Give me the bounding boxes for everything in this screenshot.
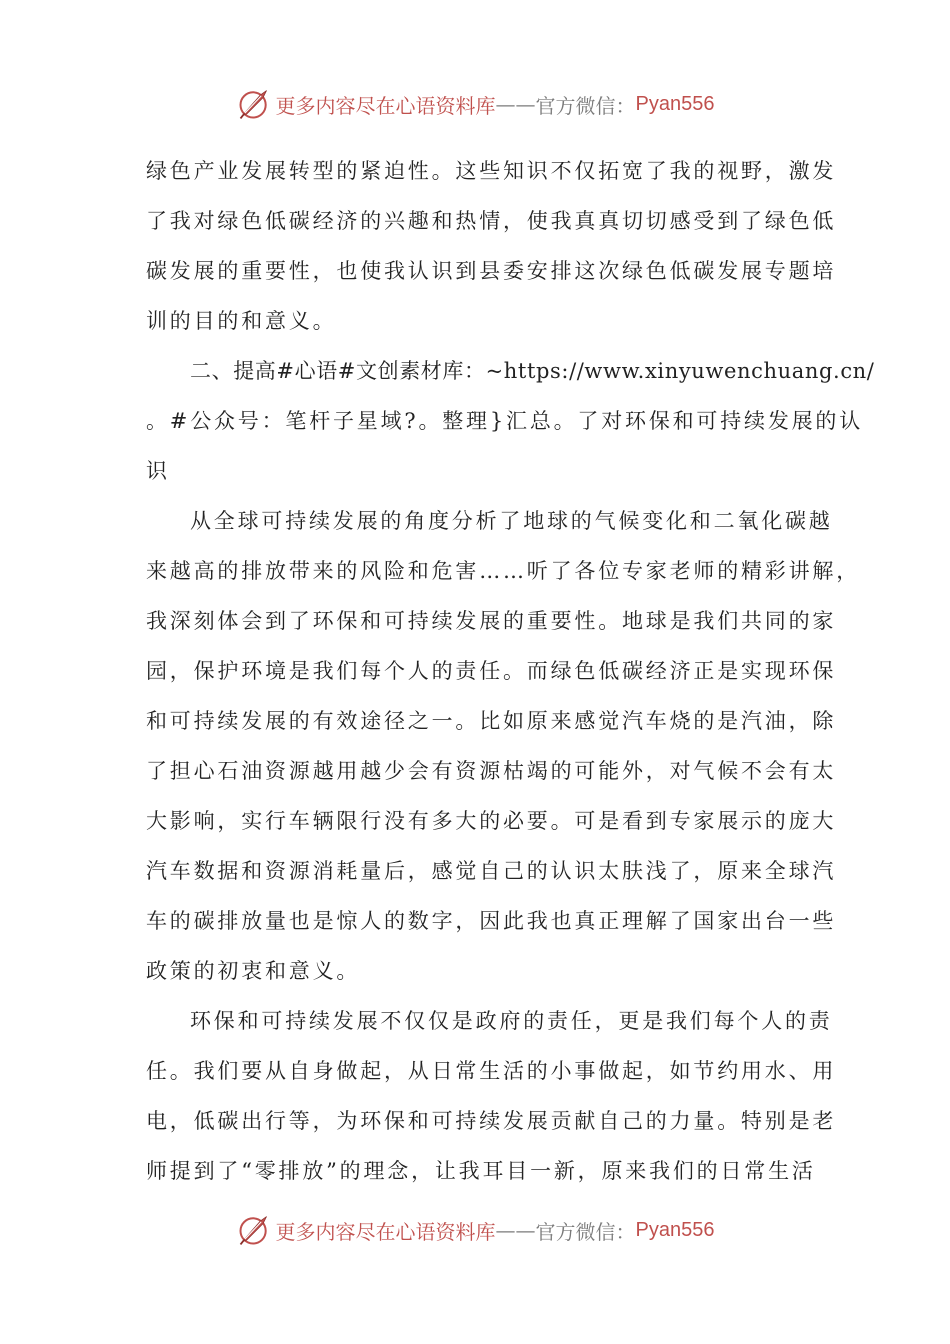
body-line: 汽车数据和资源消耗量后，感觉自己的认识太肤浅了，原来全球汽	[146, 859, 837, 883]
quill-pen-logo-icon	[236, 1212, 272, 1248]
section-heading-line: 识	[146, 459, 170, 483]
body-line: 园，保护环境是我们每个人的责任。而绿色低碳经济正是实现环保	[146, 659, 837, 683]
body-line: 了我对绿色低碳经济的兴趣和热情，使我真真切切感受到了绿色低	[146, 209, 837, 233]
footer-library-text: 更多内容尽在心语资料库	[275, 1219, 496, 1244]
header-banner	[0, 84, 950, 124]
footer-wechat-id: Pyan556	[635, 1218, 715, 1241]
footer-dash: ——	[495, 1218, 536, 1242]
body-line: 了担心石油资源越用越少会有资源枯竭的可能外，对气候不会有太	[146, 759, 837, 783]
body-line: 环保和可持续发展不仅仅是政府的责任，更是我们每个人的责	[190, 1009, 833, 1033]
section-heading-line: 。#公众号：笔杆子星域?。整理}汇总。了对环保和可持续发展的认	[146, 409, 864, 433]
body-line: 车的碳排放量也是惊人的数字，因此我也真正理解了国家出台一些	[146, 909, 837, 933]
header-library-text: 更多内容尽在心语资料库	[275, 93, 496, 118]
document-body	[146, 146, 875, 1196]
body-line: 电，低碳出行等，为环保和可持续发展贡献自己的力量。特别是老	[146, 1109, 837, 1133]
body-line: 大影响，实行车辆限行没有多大的必要。可是看到专家展示的庞大	[146, 809, 837, 833]
body-line: 我深刻体会到了环保和可持续发展的重要性。地球是我们共同的家	[146, 609, 837, 633]
body-line: 训的目的和意义。	[146, 309, 337, 333]
body-line: 任。我们要从自身做起，从日常生活的小事做起，如节约用水、用	[146, 1059, 837, 1083]
header-dash: ——	[495, 92, 536, 116]
body-line: 师提到了“零排放”的理念，让我耳目一新，原来我们的日常生活	[146, 1159, 816, 1183]
section-heading-line: 二、提高#心语#文创素材库：~https://www.xinyuwenchuang.cn/	[190, 359, 875, 383]
footer-wechat-label: 官方微信：	[535, 1219, 636, 1244]
body-line: 碳发展的重要性，也使我认识到县委安排这次绿色低碳发展专题培	[146, 259, 837, 283]
body-line: 来越高的排放带来的风险和危害……听了各位专家老师的精彩讲解，	[146, 559, 860, 583]
footer-banner	[0, 1210, 950, 1250]
quill-pen-logo-icon	[236, 86, 272, 122]
body-line: 政策的初衷和意义。	[146, 959, 361, 983]
body-line: 从全球可持续发展的角度分析了地球的气候变化和二氧化碳越	[190, 509, 833, 533]
header-wechat-label: 官方微信：	[535, 93, 636, 118]
header-wechat-id: Pyan556	[635, 92, 715, 115]
body-line: 和可持续发展的有效途径之一。比如原来感觉汽车烧的是汽油，除	[146, 709, 837, 733]
body-line: 绿色产业发展转型的紧迫性。这些知识不仅拓宽了我的视野，激发	[146, 159, 837, 183]
